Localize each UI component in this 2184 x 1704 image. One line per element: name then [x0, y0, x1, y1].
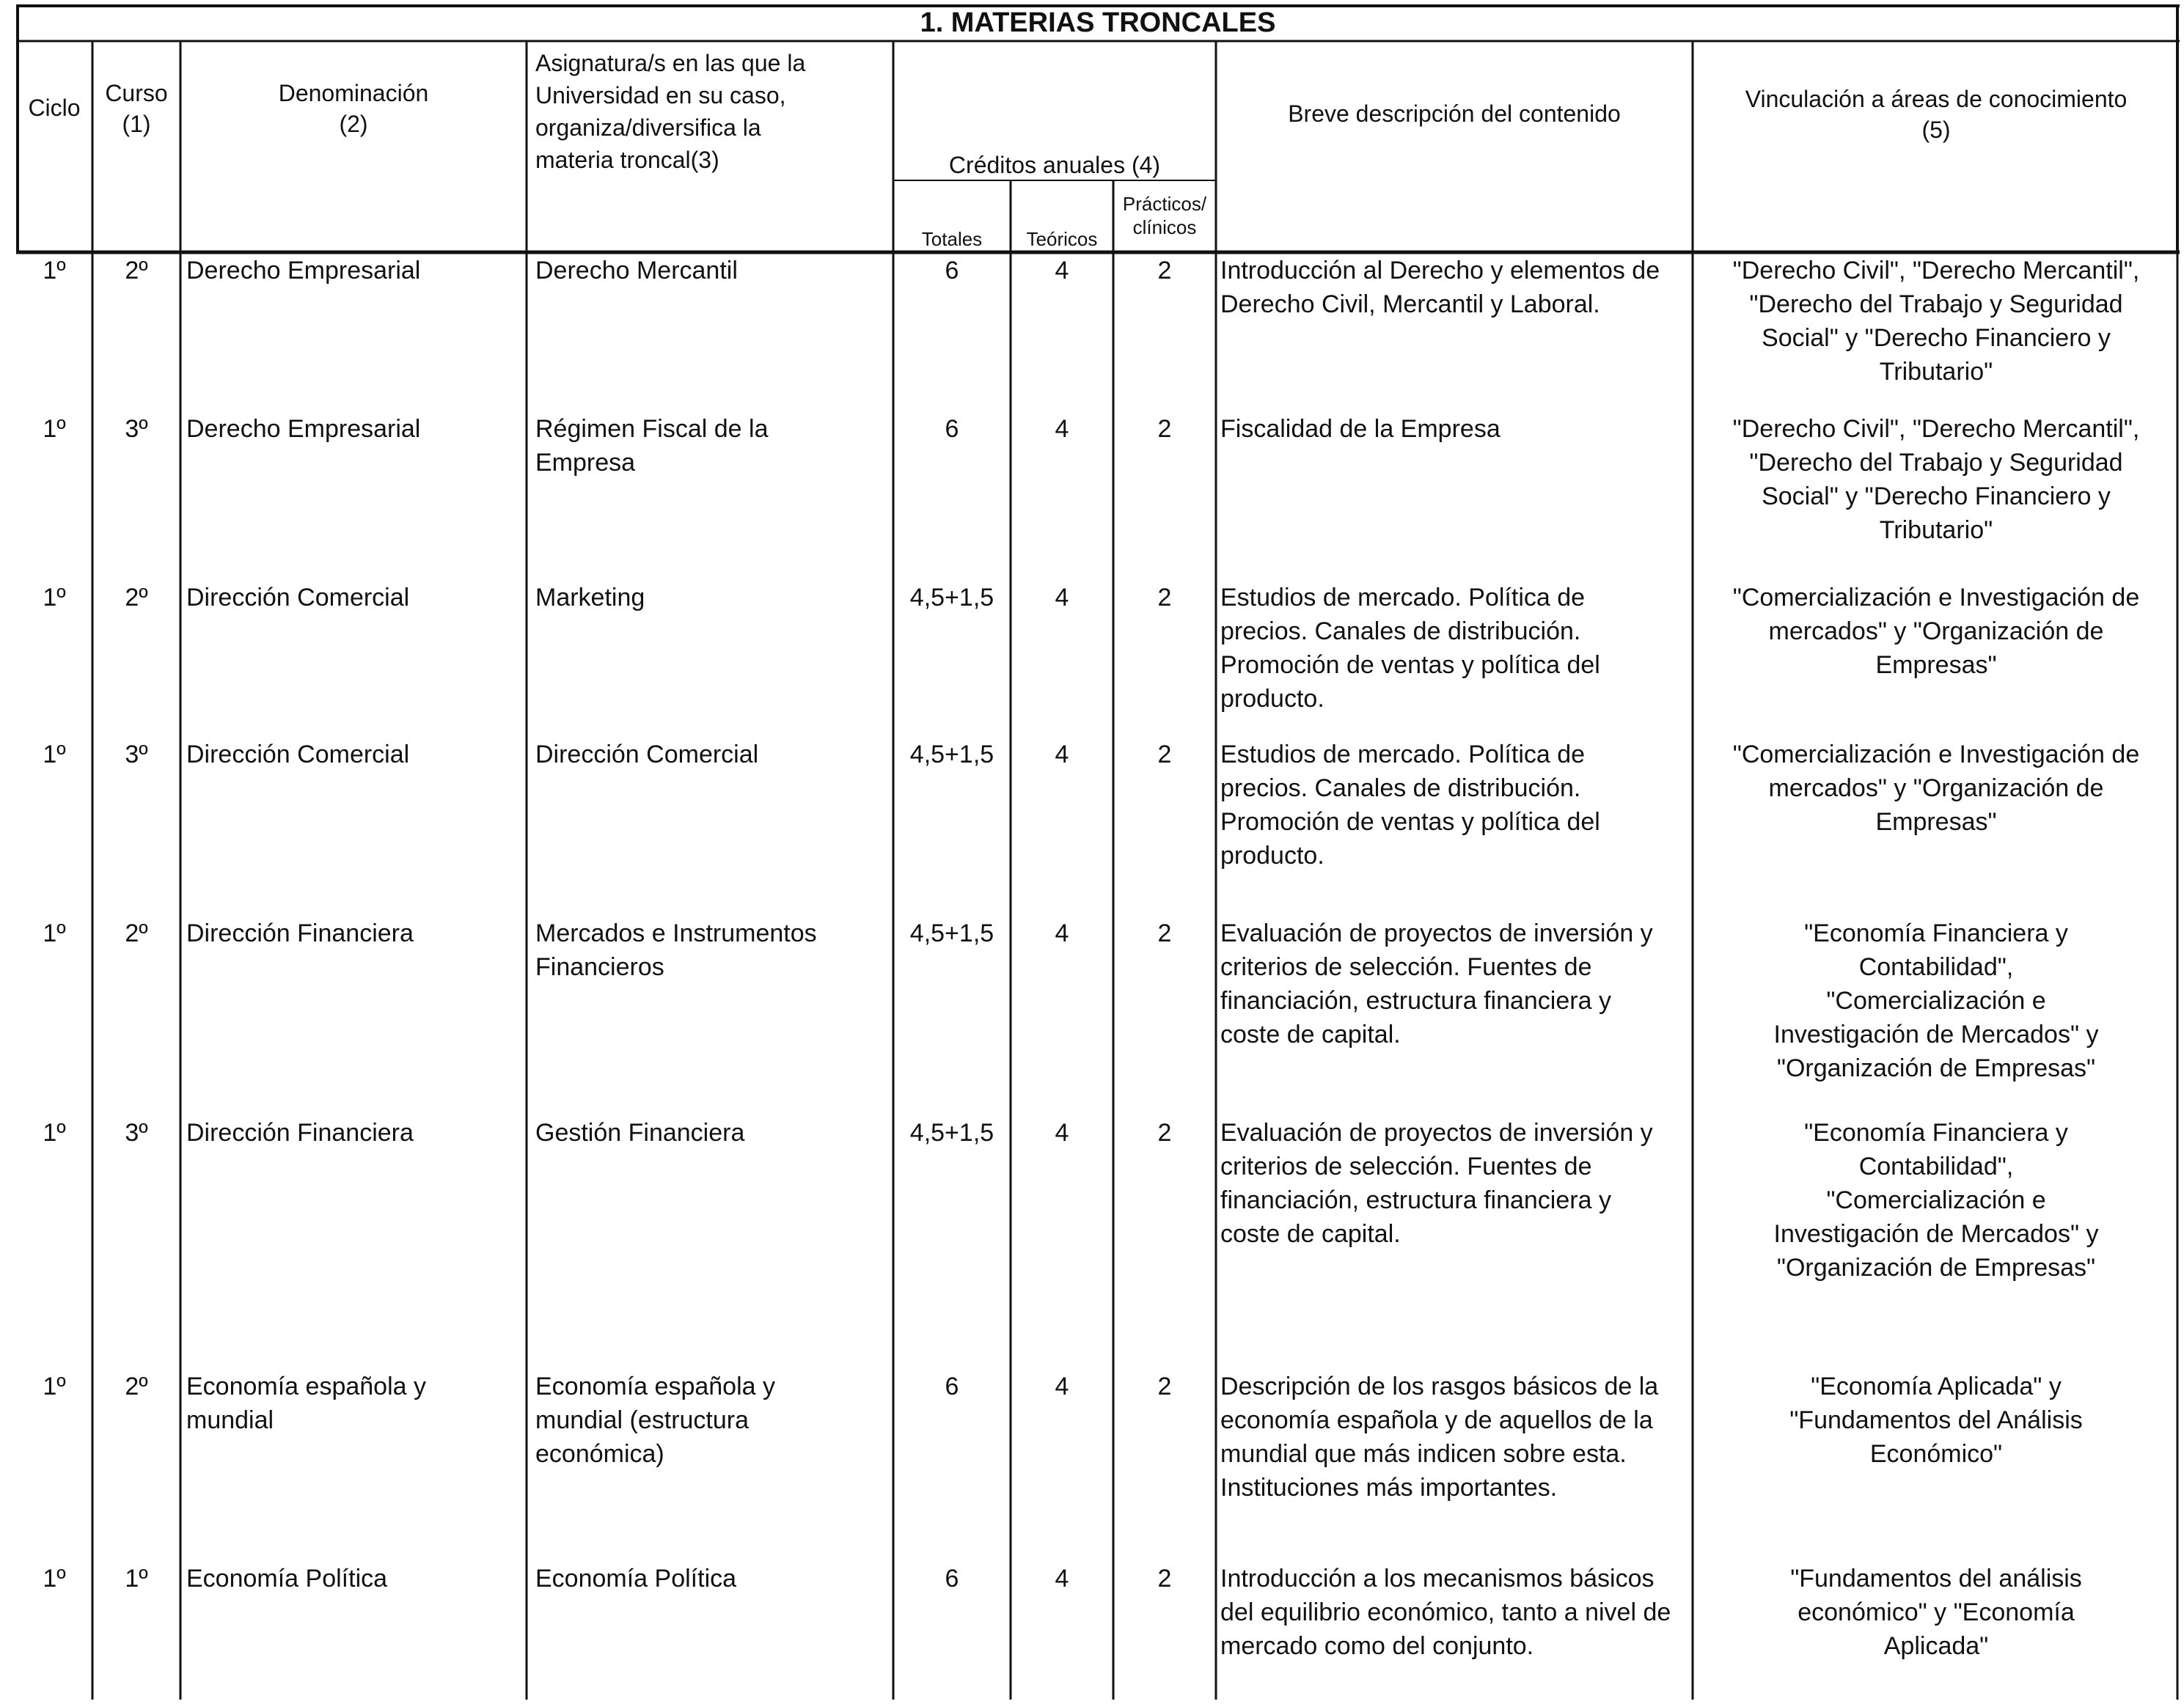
- cell-descripcion: Estudios de mercado. Política de precios. Canales de distribución. Promoción de ventas y política del producto.: [1220, 741, 1600, 870]
- cell-totales: 6: [945, 1565, 959, 1593]
- cell-denominacion: Dirección Financiera: [186, 919, 414, 947]
- cell-totales: 6: [945, 415, 959, 443]
- cell-practicos: 2: [1157, 1119, 1172, 1147]
- cell-ciclo: 1º: [43, 415, 66, 443]
- cell-descripcion: Evaluación de proyectos de inversión y criterios de selección. Fuentes de financiación, estructura financiera y coste de capital.: [1220, 919, 1653, 1049]
- header-descripcion: Breve descripción del contenido: [1288, 100, 1621, 127]
- cell-practicos: 2: [1157, 1373, 1172, 1400]
- cell-ciclo: 1º: [43, 1373, 66, 1400]
- cell-asignatura: Economía Política: [535, 1565, 737, 1593]
- cell-denominacion: Economía española y mundial: [186, 1373, 426, 1434]
- header-creditos-anuales: Créditos anuales (4): [948, 152, 1161, 178]
- cell-vinculacion: "Derecho Civil", "Derecho Mercantil", "Derecho del Trabajo y Seguridad Social" y "Derecho Financiero y Tributario": [1732, 257, 2140, 386]
- cell-practicos: 2: [1157, 1565, 1172, 1593]
- cell-ciclo: 1º: [43, 257, 66, 284]
- cell-teoricos: 4: [1055, 1373, 1069, 1400]
- cell-teoricos: 4: [1055, 741, 1069, 768]
- cell-practicos: 2: [1157, 257, 1172, 284]
- cell-vinculacion: "Economía Financiera y Contabilidad", "Comercialización e Investigación de Mercados" y "Organización de Empresas": [1773, 919, 2099, 1082]
- header-asignatura: Asignatura/s en las que la Universidad en su caso, organiza/diversifica la materia troncal(3): [535, 50, 806, 173]
- cell-descripcion: Evaluación de proyectos de inversión y criterios de selección. Fuentes de financiación, estructura financiera y coste de capital.: [1220, 1119, 1653, 1248]
- cell-vinculacion: "Economía Financiera y Contabilidad", "Comercialización e Investigación de Mercados" y "Organización de Empresas": [1773, 1119, 2099, 1282]
- cell-asignatura: Gestión Financiera: [535, 1119, 745, 1147]
- cell-ciclo: 1º: [43, 1565, 66, 1593]
- cell-practicos: 2: [1157, 919, 1172, 947]
- cell-vinculacion: "Comercialización e Investigación de mercados" y "Organización de Empresas": [1732, 584, 2140, 679]
- cell-teoricos: 4: [1055, 919, 1069, 947]
- cell-ciclo: 1º: [43, 919, 66, 947]
- cell-vinculacion: "Derecho Civil", "Derecho Mercantil", "Derecho del Trabajo y Seguridad Social" y "Derecho Financiero y Tributario": [1732, 415, 2140, 544]
- cell-ciclo: 1º: [43, 741, 66, 768]
- table-title: 1. MATERIAS TRONCALES: [920, 7, 1276, 38]
- cell-ciclo: 1º: [43, 584, 66, 612]
- materias-troncales-table: [16, 4, 2180, 1700]
- header-teoricos: Teóricos: [1026, 228, 1098, 250]
- cell-asignatura: Régimen Fiscal de la Empresa: [535, 415, 769, 477]
- header-totales: Totales: [921, 228, 983, 250]
- cell-asignatura: Economía española y mundial (estructura económica): [535, 1373, 775, 1468]
- cell-totales: 4,5+1,5: [909, 584, 994, 612]
- cell-curso: 2º: [125, 584, 148, 612]
- cell-descripcion: Estudios de mercado. Política de precios. Canales de distribución. Promoción de ventas y política del producto.: [1220, 584, 1600, 713]
- cell-curso: 1º: [125, 1565, 148, 1593]
- cell-teoricos: 4: [1055, 257, 1069, 284]
- cell-totales: 6: [945, 1373, 959, 1400]
- cell-vinculacion: "Fundamentos del análisis económico" y "Economía Aplicada": [1790, 1565, 2082, 1660]
- cell-curso: 3º: [125, 741, 148, 768]
- cell-asignatura: Marketing: [535, 584, 645, 612]
- cell-asignatura: Derecho Mercantil: [535, 257, 738, 284]
- cell-denominacion: Dirección Comercial: [186, 584, 410, 612]
- cell-vinculacion: "Comercialización e Investigación de mercados" y "Organización de Empresas": [1732, 741, 2140, 836]
- cell-curso: 3º: [125, 415, 148, 443]
- cell-practicos: 2: [1157, 584, 1172, 612]
- cell-curso: 2º: [125, 1373, 148, 1400]
- cell-asignatura: Dirección Comercial: [535, 741, 759, 768]
- cell-denominacion: Dirección Comercial: [186, 741, 410, 768]
- cell-descripcion: Introducción al Derecho y elementos de Derecho Civil, Mercantil y Laboral.: [1220, 257, 1660, 318]
- cell-practicos: 2: [1157, 415, 1172, 443]
- cell-curso: 2º: [125, 919, 148, 947]
- cell-curso: 3º: [125, 1119, 148, 1147]
- cell-denominacion: Derecho Empresarial: [186, 415, 421, 443]
- cell-teoricos: 4: [1055, 415, 1069, 443]
- header-practicos: Prácticos/ clínicos: [1122, 193, 1207, 238]
- header-denominacion: Denominación (2): [278, 80, 429, 137]
- header-ciclo: Ciclo: [28, 95, 81, 121]
- cell-asignatura: Mercados e Instrumentos Financieros: [535, 919, 817, 981]
- cell-totales: 4,5+1,5: [909, 919, 994, 947]
- cell-denominacion: Derecho Empresarial: [186, 257, 421, 284]
- cell-descripcion: Introducción a los mecanismos básicos del equilibrio económico, tanto a nivel de mercado como del conjunto.: [1220, 1565, 1671, 1660]
- cell-totales: 4,5+1,5: [909, 1119, 994, 1147]
- cell-teoricos: 4: [1055, 584, 1069, 612]
- cell-teoricos: 4: [1055, 1565, 1069, 1593]
- header-vinculacion: Vinculación a áreas de conocimiento (5): [1745, 86, 2128, 143]
- cell-descripcion: Descripción de los rasgos básicos de la economía española y de aquellos de la mundial que más indicen sobre esta. Instituciones más importantes.: [1220, 1373, 1659, 1502]
- cell-ciclo: 1º: [43, 1119, 66, 1147]
- cell-totales: 6: [945, 257, 959, 284]
- header-curso: Curso (1): [105, 80, 168, 137]
- cell-teoricos: 4: [1055, 1119, 1069, 1147]
- cell-totales: 4,5+1,5: [909, 741, 994, 768]
- cell-curso: 2º: [125, 257, 148, 284]
- cell-denominacion: Economía Política: [186, 1565, 388, 1593]
- cell-vinculacion: "Economía Aplicada" y "Fundamentos del Análisis Económico": [1789, 1373, 2083, 1468]
- cell-descripcion: Fiscalidad de la Empresa: [1220, 415, 1500, 443]
- cell-practicos: 2: [1157, 741, 1172, 768]
- cell-denominacion: Dirección Financiera: [186, 1119, 414, 1147]
